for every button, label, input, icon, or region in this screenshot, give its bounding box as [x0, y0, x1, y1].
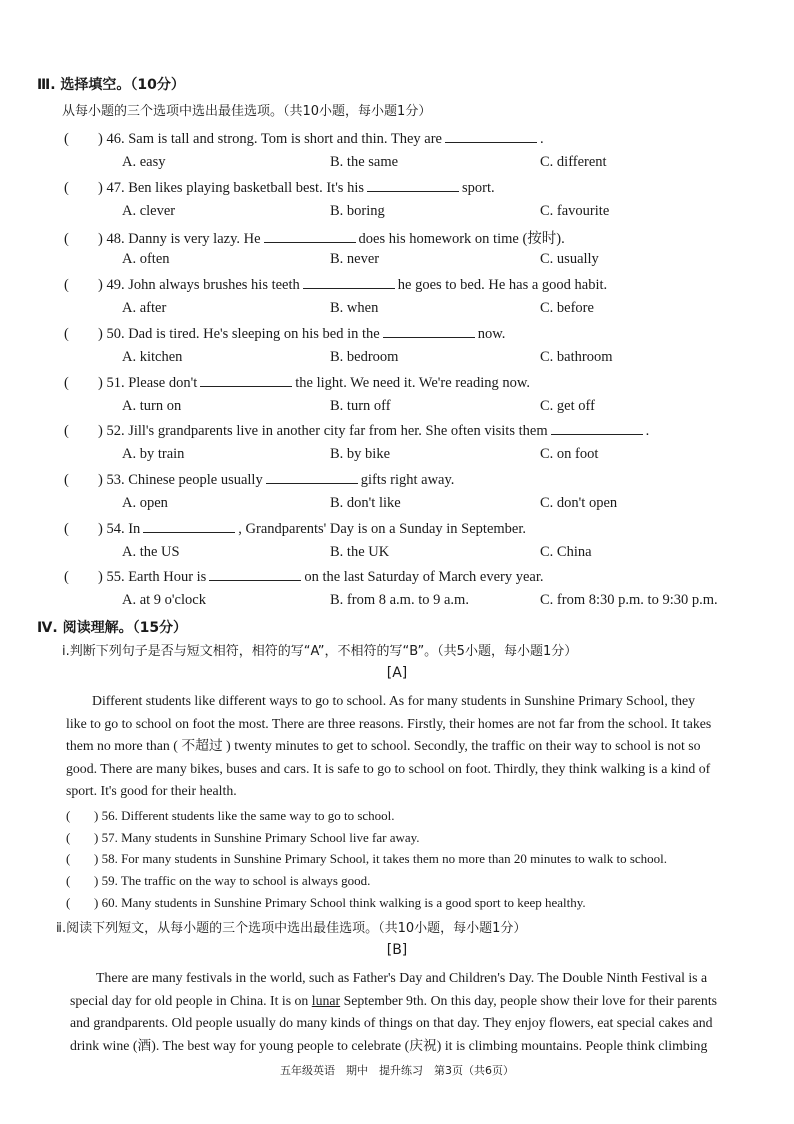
passage-b-line: drink wine (酒). The best way for young people to celebrate (庆祝) it is climbing mountains. People think climbing [70, 1037, 708, 1053]
question-stem-end: sport. [462, 179, 495, 196]
option-b: B. from 8 a.m. to 9 a.m. [330, 592, 469, 609]
answer-bracket[interactable]: ( [66, 808, 71, 823]
passage-a-line: sport. It's good for their health. [66, 783, 237, 798]
statement-row [66, 851, 667, 867]
question-row [64, 179, 495, 197]
section-3-title: Ⅲ. 选择填空。（10分） [37, 77, 185, 93]
option-c: C. usually [540, 251, 599, 268]
statement-row [66, 895, 586, 911]
question-stem-end: the light. We need it. We're reading now. [295, 374, 531, 391]
passage-a-line: Different students like different ways to go to school. As for many students in Sunshine Primary School, they [92, 693, 696, 708]
question-stem-end: , Grandparents' Day is on a Sunday in September. [238, 520, 527, 537]
passage-b [70, 967, 725, 1057]
statement-text: ) 56. Different students like the same way to go to school. [94, 808, 395, 823]
option-a: A. often [122, 251, 170, 268]
part-i-instruction: ⅰ.判断下列句子是否与短文相符，相符的写“A”，不相符的写“B”。（共5小题，每小题1分） [62, 644, 578, 659]
option-b: B. when [330, 300, 379, 317]
passage-a-line: good. There are many bikes, buses and cars. It is safe to go to school on foot. Thirdly, they think walking is a kind of [66, 760, 711, 776]
passage-a-line: like to go to school on foot the most. There are three reasons. Firstly, their homes are not far from the school. It takes [66, 715, 712, 731]
option-a: A. easy [122, 154, 166, 170]
answer-bracket[interactable]: ( [66, 873, 71, 889]
question-row [64, 520, 526, 538]
option-b: B. bedroom [330, 348, 399, 365]
answer-bracket[interactable]: ( [64, 520, 69, 537]
section-4-title: Ⅳ. 阅读理解。（15分） [37, 620, 188, 636]
option-b: B. turn off [330, 397, 391, 414]
answer-blank[interactable] [445, 130, 537, 143]
option-c: C. don't open [540, 494, 618, 511]
question-stem-end: gifts right away. [360, 471, 455, 488]
answer-bracket[interactable]: ( [66, 829, 71, 845]
statement-row [66, 830, 420, 846]
answer-bracket[interactable]: ( [64, 325, 69, 342]
answer-blank[interactable] [383, 325, 475, 338]
question-stem: ) 53. Chinese people usually [98, 471, 263, 488]
option-a: A. by train [122, 446, 185, 463]
option-c: C. before [540, 300, 594, 317]
answer-bracket[interactable]: ( [64, 179, 69, 196]
passage-a-line: them no more than ( 不超过 ) twenty minutes to get to school. Secondly, the traffic on their way to school is not so [66, 738, 701, 753]
question-row [64, 422, 649, 440]
answer-bracket[interactable]: ( [64, 374, 69, 391]
answer-bracket[interactable]: ( [66, 894, 71, 910]
passage-b-label: [B] [386, 942, 408, 958]
question-stem: ) 48. Danny is very lazy. He [98, 231, 261, 248]
answer-bracket[interactable]: ( [64, 131, 69, 147]
question-stem-end: . [645, 423, 650, 440]
statement-row [66, 808, 395, 824]
passage-b-line: special day for old people in China. It is on lunar September 9th. On this day, people show their love for their parents [70, 992, 718, 1008]
answer-bracket[interactable]: ( [64, 231, 69, 248]
question-row [64, 130, 544, 148]
option-c: C. China [540, 543, 592, 560]
option-c: C. from 8:30 p.m. to 9:30 p.m. [540, 592, 718, 609]
question-stem-end: now. [477, 325, 506, 342]
option-a: A. clever [122, 202, 176, 219]
option-b: B. by bike [330, 446, 391, 463]
question-row [64, 276, 607, 294]
question-row [64, 325, 505, 343]
option-c: C. favourite [540, 202, 610, 219]
statement-text: ) 59. The traffic on the way to school is always good. [94, 873, 371, 889]
question-row [64, 568, 544, 586]
question-stem: ) 51. Please don't [98, 374, 198, 391]
question-stem: ) 55. Earth Hour is [98, 569, 207, 586]
answer-blank[interactable] [209, 568, 301, 581]
answer-blank[interactable] [551, 422, 643, 435]
answer-bracket[interactable]: ( [64, 277, 69, 294]
option-b: B. the same [330, 154, 399, 170]
question-stem-end: he goes to bed. He has a good habit. [397, 277, 608, 294]
statement-text: ) 57. Many students in Sunshine Primary School live far away. [94, 829, 420, 845]
page-footer: 五年级英语 期中 提升练习 第3页（共6页） [280, 1064, 514, 1077]
option-b: B. boring [330, 202, 385, 219]
option-c: C. on foot [540, 446, 599, 463]
option-b: B. don't like [330, 494, 401, 511]
option-a: A. the US [122, 543, 180, 560]
question-stem: ) 49. John always brushes his teeth [98, 277, 300, 294]
question-stem: ) 52. Jill's grandparents live in another city far from her. She often visits them [98, 423, 548, 440]
section-3-instruction: 从每小题的三个选项中选出最佳选项。（共10小题，每小题1分） [62, 104, 432, 119]
passage-b-line: There are many festivals in the world, such as Father's Day and Children's Day. The Double Ninth Festival is a [96, 970, 708, 985]
option-c: C. get off [540, 397, 595, 414]
part-ii-instruction: ⅱ.阅读下列短文，从每小题的三个选项中选出最佳选项。（共10小题，每小题1分） [56, 921, 527, 936]
answer-bracket[interactable]: ( [66, 851, 71, 867]
statement-row [66, 873, 370, 889]
passage-a-label: [A] [386, 665, 408, 681]
option-a: A. turn on [122, 397, 182, 414]
statement-text: ) 58. For many students in Sunshine Primary School, it takes them no more than 20 minutes to walk to school. [94, 851, 668, 867]
answer-blank[interactable] [367, 179, 459, 192]
question-stem-end: on the last Saturday of March every year. [304, 569, 544, 586]
question-stem: ) 50. Dad is tired. He's sleeping on his bed in the [98, 325, 380, 342]
question-row [64, 471, 454, 489]
option-a: A. open [122, 494, 168, 511]
answer-blank[interactable] [143, 520, 235, 533]
option-b: B. the UK [330, 543, 390, 560]
option-c: C. bathroom [540, 348, 613, 365]
question-row [64, 374, 530, 392]
answer-bracket[interactable]: ( [64, 423, 69, 440]
answer-blank[interactable] [303, 276, 395, 289]
answer-blank[interactable] [264, 230, 356, 243]
option-a: A. at 9 o'clock [122, 592, 206, 609]
question-stem-end: does his homework on time (按时). [358, 231, 565, 248]
option-a: A. after [122, 300, 167, 317]
question-row [64, 227, 565, 248]
question-stem: ) 54. In [98, 520, 141, 537]
answer-blank[interactable] [200, 374, 292, 387]
question-stem: ) 46. Sam is tall and strong. Tom is short and thin. They are [98, 131, 442, 147]
option-b: B. never [330, 251, 380, 268]
passage-b-line: and grandparents. Old people usually do many kinds of things on that day. They enjoy flowers, eat special cakes and [70, 1015, 713, 1030]
answer-bracket[interactable]: ( [64, 471, 69, 488]
passage-a [66, 690, 732, 803]
option-c: C. different [540, 154, 607, 170]
option-a: A. kitchen [122, 348, 183, 365]
answer-blank[interactable] [266, 471, 358, 484]
answer-bracket[interactable]: ( [64, 569, 69, 586]
statement-text: ) 60. Many students in Sunshine Primary School think walking is a good sport to keep healthy. [94, 894, 586, 910]
underlined-word: lunar [311, 992, 341, 1008]
question-stem: ) 47. Ben likes playing basketball best. It's his [98, 179, 364, 196]
question-stem-end: . [540, 131, 544, 147]
